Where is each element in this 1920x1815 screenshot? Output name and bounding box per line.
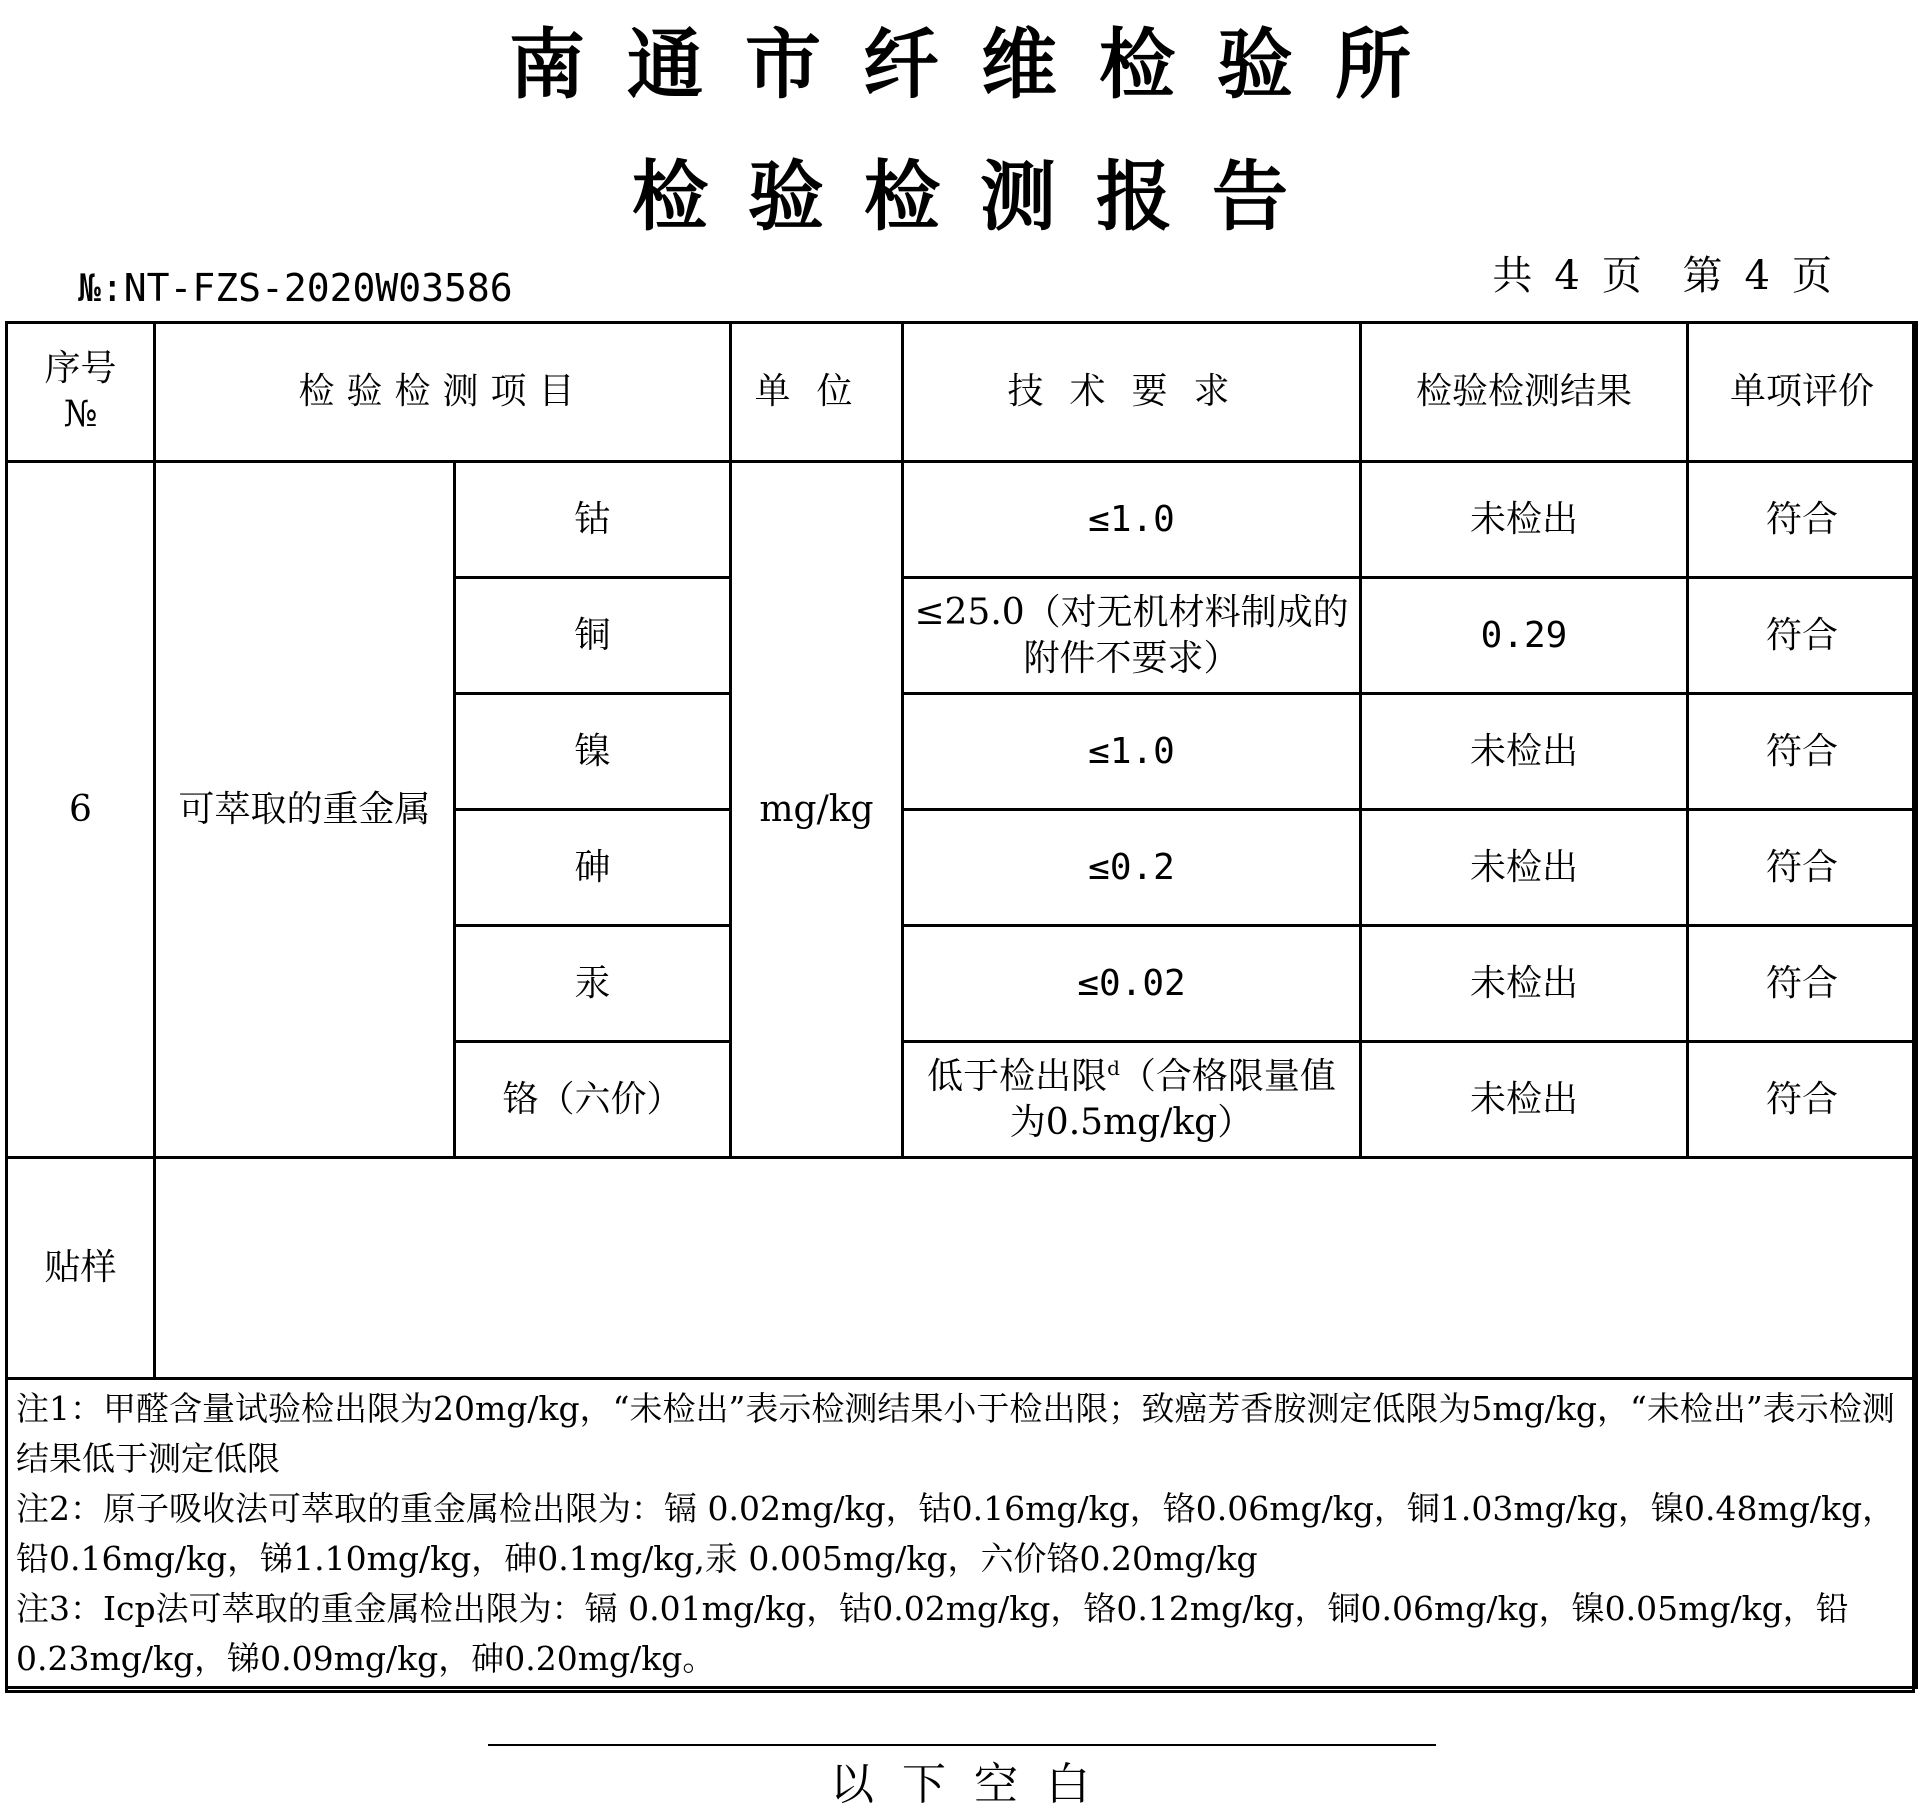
- item-requirement: [903, 1042, 1361, 1158]
- notes-row: [7, 1379, 1917, 1688]
- item-evaluation: 符合: [1688, 810, 1917, 926]
- results-table: [5, 321, 1918, 1689]
- header-seq-label: 序号: [44, 348, 117, 389]
- group-name: 可萃取的重金属: [155, 462, 455, 1158]
- paste-sample-row: [7, 1158, 1917, 1379]
- requirement-main: 低于检出限: [927, 1055, 1108, 1097]
- item-name: 铬（六价）: [455, 1042, 731, 1158]
- report-title: 检验检测报告: [632, 152, 1328, 241]
- group-seq: 6: [7, 462, 155, 1158]
- item-requirement: ≤0.2: [903, 810, 1361, 926]
- header-requirement: 技术要求: [903, 323, 1361, 462]
- page-label: 页: [1601, 253, 1648, 299]
- institute-name: 南通市纤维检验所: [509, 20, 1453, 109]
- page-count: [1484, 244, 1846, 301]
- item-evaluation: 符合: [1688, 462, 1917, 578]
- paste-sample-area: [155, 1158, 1917, 1379]
- note-2: 注2：原子吸收法可萃取的重金属检出限为：镉 0.02mg/kg，钴0.16mg/kg，铬0.06mg/kg，铜1.03mg/kg，镍0.48mg/kg，铅0.16mg/kg，锑1.10mg/kg，砷0.1mg/kg,汞 0.005mg/kg，六价铬0.20mg/kg: [16, 1489, 1896, 1578]
- item-requirement: ≤1.0: [903, 462, 1361, 578]
- page-total-label: 共: [1492, 253, 1539, 299]
- notes-cell: [7, 1379, 1917, 1688]
- page-total: 4: [1554, 253, 1586, 299]
- header-seq-no: №: [63, 394, 98, 435]
- item-requirement: ≤0.02: [903, 926, 1361, 1042]
- item-evaluation: 符合: [1688, 694, 1917, 810]
- requirement-footnote-mark: d: [1107, 1055, 1120, 1080]
- header-item: 检验检测项目: [155, 323, 731, 462]
- header-seq: [7, 323, 155, 462]
- item-evaluation: 符合: [1688, 926, 1917, 1042]
- paste-sample-label: 贴样: [7, 1158, 155, 1379]
- item-name: 镍: [455, 694, 731, 810]
- table-header-row: [7, 323, 1917, 462]
- item-evaluation: 符合: [1688, 578, 1917, 694]
- page-current-label: 第: [1682, 253, 1729, 299]
- item-name: 钴: [455, 462, 731, 578]
- page-label-2: 页: [1792, 253, 1838, 299]
- page-current: 4: [1744, 253, 1776, 299]
- end-divider: [488, 1744, 1436, 1746]
- header-evaluation: 单项评价: [1688, 323, 1917, 462]
- table-row: [7, 462, 1917, 578]
- end-mark: 以下空白: [830, 1759, 1118, 1810]
- report-number: №:NT-FZS-2020W03586: [78, 266, 513, 310]
- item-requirement: ≤1.0: [903, 694, 1361, 810]
- note-3: 注3：Icp法可萃取的重金属检出限为：镉 0.01mg/kg，钴0.02mg/kg，铬0.12mg/kg，铜0.06mg/kg，镍0.05mg/kg，铅0.23mg/kg，锑0.09mg/kg，砷0.20mg/kg。: [16, 1589, 1849, 1678]
- item-name: 铜: [455, 578, 731, 694]
- requirement-rest: （合格限量值为0.5mg/kg）: [1009, 1055, 1336, 1143]
- item-evaluation: 符合: [1688, 1042, 1917, 1158]
- header-result: 检验检测结果: [1361, 323, 1688, 462]
- item-name: 汞: [455, 926, 731, 1042]
- item-result: 未检出: [1361, 462, 1688, 578]
- item-result: 未检出: [1361, 694, 1688, 810]
- item-result: 未检出: [1361, 1042, 1688, 1158]
- item-requirement: ≤25.0（对无机材料制成的附件不要求）: [903, 578, 1361, 694]
- item-result: 未检出: [1361, 926, 1688, 1042]
- note-1: 注1：甲醛含量试验检出限为20mg/kg，“未检出”表示检测结果小于检出限；致癌芳香胺测定低限为5mg/kg，“未检出”表示检测结果低于测定低限: [16, 1389, 1895, 1478]
- item-result: 0.29: [1361, 578, 1688, 694]
- item-name: 砷: [455, 810, 731, 926]
- item-result: 未检出: [1361, 810, 1688, 926]
- header-unit: 单位: [731, 323, 903, 462]
- group-unit: mg/kg: [731, 462, 903, 1158]
